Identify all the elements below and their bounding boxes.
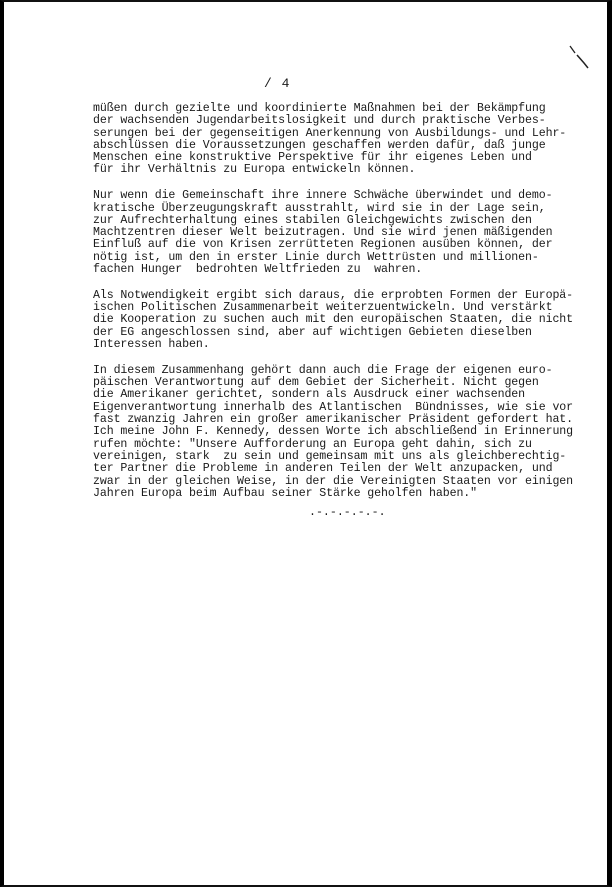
text-line: abschlüssen die Voraussetzungen geschaffen werden dafür, daß junge	[93, 138, 546, 152]
text-line: die Kooperation zu suchen auch mit den europäischen Staaten, die nicht	[93, 313, 574, 327]
text-line: Menschen eine konstruktive Perspektive für ihr eigenes Leben und	[93, 151, 532, 165]
text-line: die Amerikaner gerichtet, sondern als Ausdruck einer wachsenden	[93, 388, 526, 402]
text-line: müßen durch gezielte und koordinierte Maßnahmen bei der Bekämpfung	[93, 102, 546, 115]
paragraph	[93, 103, 573, 177]
paragraph	[93, 290, 573, 351]
text-line: Eigenverantwortung innerhalb des Atlantischen Bündnisses, wie sie vor	[93, 400, 574, 414]
corner-scribble-icon	[568, 44, 590, 70]
text-line: nötig ist, um den in erster Linie durch Wettrüsten und millionen-	[93, 250, 539, 264]
text-line: Machtzentren dieser Welt beizutragen. Und sie wird jenen mäßigenden	[93, 226, 553, 240]
end-of-text-marker: .-.-.-.-.-.	[309, 506, 386, 519]
text-line: ter Partner die Probleme in anderen Teilen der Welt anzupacken, und	[93, 462, 553, 476]
text-line: Nur wenn die Gemeinschaft ihre innere Schwäche überwindet und demo-	[93, 189, 553, 203]
paragraph	[93, 190, 573, 276]
letter-body	[93, 103, 573, 514]
text-line: der wachsenden Jugendarbeitslosigkeit und durch praktische Verbes-	[93, 114, 546, 128]
text-line: zwar in der gleichen Weise, in der die Vereinigten Staaten vor einigen	[93, 474, 574, 488]
paragraph	[93, 365, 573, 500]
text-line: fachen Hunger bedrohten Weltfrieden zu wahren.	[93, 263, 423, 277]
text-line: Einfluß auf die von Krisen zerrütteten Regionen ausüben können, der	[93, 238, 553, 252]
text-line: für ihr Verhältnis zu Europa entwickeln können.	[93, 163, 416, 177]
page-number: / 4	[264, 76, 291, 91]
text-line: Als Notwendigkeit ergibt sich daraus, die erprobten Formen der Europä-	[93, 288, 574, 302]
text-line: Ich meine John F. Kennedy, dessen Worte ich abschließend in Erinnerung	[93, 425, 574, 439]
text-line: Interessen haben.	[93, 338, 210, 352]
text-line: rufen möchte: "Unsere Aufforderung an Europa geht dahin, sich zu	[93, 437, 532, 451]
text-line: serungen bei der gegenseitigen Anerkennung von Ausbildungs- und Lehr-	[93, 126, 567, 140]
text-line: vereinigen, stark zu sein und gemeinsam mit uns als gleichberechtig-	[93, 449, 567, 463]
text-line: ischen Politischen Zusammenarbeit weiterzuentwickeln. Und verstärkt	[93, 301, 553, 315]
text-line: Jahren Europa beim Aufbau seiner Stärke geholfen haben."	[93, 486, 478, 500]
text-line: fast zwanzig Jahren ein großer amerikanischer Präsident gefordert hat.	[93, 413, 574, 427]
text-line: In diesem Zusammenhang gehört dann auch die Frage der eigenen euro-	[93, 363, 553, 377]
text-line: der EG angeschlossen sind, aber auf wichtigen Gebieten dieselben	[93, 325, 532, 339]
text-line: päischen Verantwortung auf dem Gebiet der Sicherheit. Nicht gegen	[93, 376, 539, 390]
text-line: zur Aufrechterhaltung eines stabilen Gleichgewichts zwischen den	[93, 213, 532, 227]
text-line: kratische Überzeugungskraft ausstrahlt, wird sie in der Lage sein,	[93, 201, 546, 215]
